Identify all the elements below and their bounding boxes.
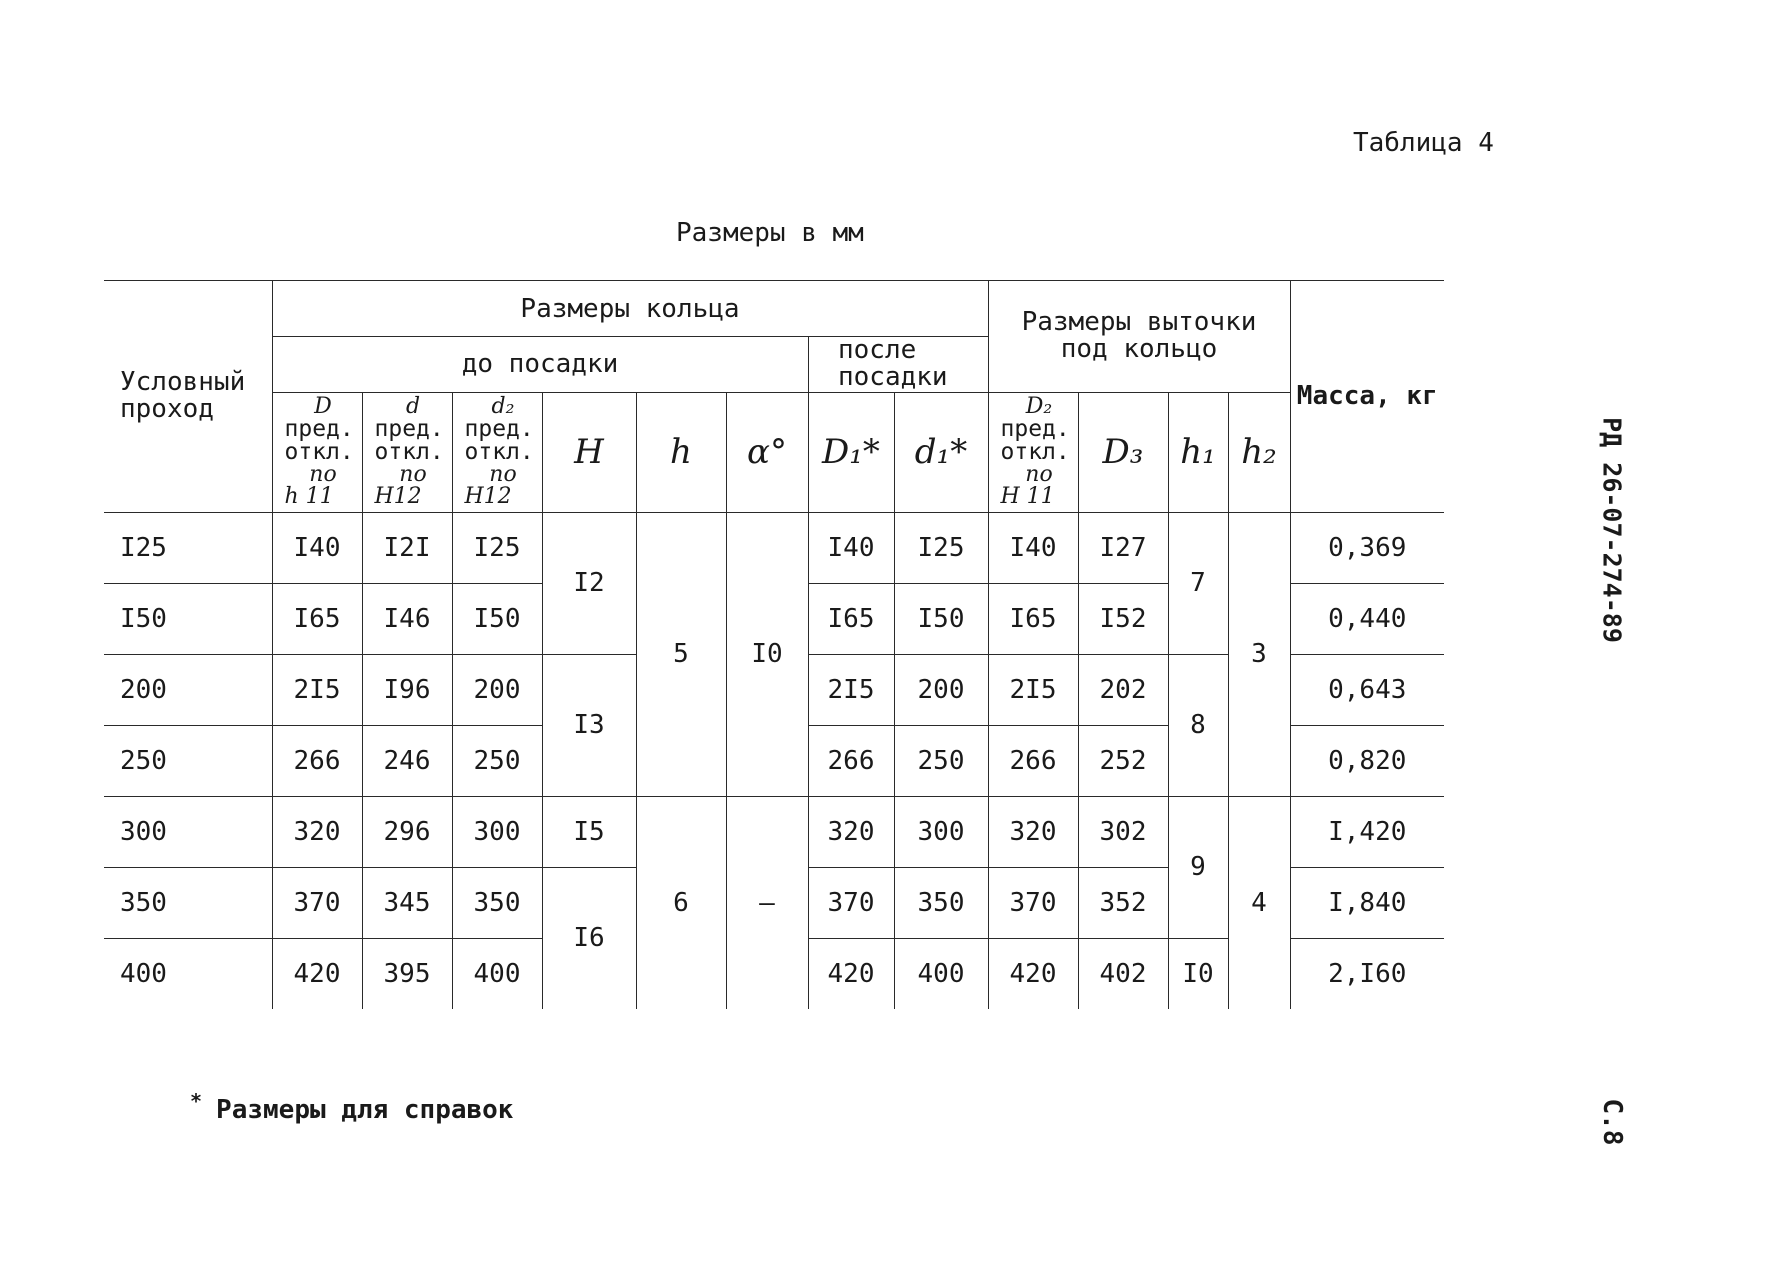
D3-cell: I27	[1078, 512, 1168, 583]
col-h-header: h	[636, 392, 726, 512]
D3-cell: I52	[1078, 583, 1168, 654]
units-caption: Размеры в мм	[676, 218, 864, 248]
d1-cell: 300	[894, 796, 988, 867]
H-cell: I5	[542, 796, 636, 867]
D-cell: 420	[272, 938, 362, 1009]
h2-cell: 3	[1228, 512, 1290, 796]
alpha-cell: I0	[726, 512, 808, 796]
header-row-3	[104, 392, 1444, 512]
alpha-cell: –	[726, 796, 808, 1009]
col-alpha-header: α°	[726, 392, 808, 512]
D1-cell: I65	[808, 583, 894, 654]
H-cell: I3	[542, 654, 636, 796]
D-cell: 320	[272, 796, 362, 867]
D-cell: 2I5	[272, 654, 362, 725]
d1-cell: 200	[894, 654, 988, 725]
footnote-mark: *	[190, 1089, 203, 1113]
h-cell: 6	[636, 796, 726, 1009]
mass-cell: 0,440	[1290, 583, 1444, 654]
col-H-header: H	[542, 392, 636, 512]
mass-header: Масса, кг	[1290, 281, 1444, 513]
dimensions-table	[104, 280, 1444, 1009]
d2-cell: 200	[452, 654, 542, 725]
page-number: С.8	[1597, 1098, 1627, 1146]
mass-cell: 0,369	[1290, 512, 1444, 583]
mass-cell: I,420	[1290, 796, 1444, 867]
mass-cell: 0,820	[1290, 725, 1444, 796]
d1-cell: I50	[894, 583, 988, 654]
D-cell: I40	[272, 512, 362, 583]
footnote-text: Размеры для справок	[216, 1095, 514, 1125]
d2-cell: I50	[452, 583, 542, 654]
D1-cell: 2I5	[808, 654, 894, 725]
table-row	[104, 512, 1444, 583]
D3-cell: 402	[1078, 938, 1168, 1009]
dn-cell: 400	[104, 938, 272, 1009]
dn-cell: I25	[104, 512, 272, 583]
ring-dimensions-header: Размеры кольца	[272, 281, 988, 337]
dn-cell: 300	[104, 796, 272, 867]
D2-cell: I65	[988, 583, 1078, 654]
D3-cell: 202	[1078, 654, 1168, 725]
D3-cell: 352	[1078, 867, 1168, 938]
mass-cell: 2,I60	[1290, 938, 1444, 1009]
D3-cell: 252	[1078, 725, 1168, 796]
d2-cell: 250	[452, 725, 542, 796]
h-cell: 5	[636, 512, 726, 796]
col-h1-header: h₁	[1168, 392, 1228, 512]
D1-cell: 266	[808, 725, 894, 796]
h1-cell: 7	[1168, 512, 1228, 654]
d1-cell: 400	[894, 938, 988, 1009]
d1-cell: 350	[894, 867, 988, 938]
h1-cell: 9	[1168, 796, 1228, 938]
before-fit-header: до посадки	[272, 337, 808, 393]
mass-cell: 0,643	[1290, 654, 1444, 725]
table-label: Таблица 4	[1353, 128, 1494, 158]
d2-cell: I25	[452, 512, 542, 583]
H-cell: I2	[542, 512, 636, 654]
d-cell: I46	[362, 583, 452, 654]
dn-cell: 350	[104, 867, 272, 938]
D2-cell: 420	[988, 938, 1078, 1009]
h1-cell: 8	[1168, 654, 1228, 796]
col-d1-header: d₁*	[894, 392, 988, 512]
mass-cell: I,840	[1290, 867, 1444, 938]
col-D3-header: D₃	[1078, 392, 1168, 512]
D2-cell: 2I5	[988, 654, 1078, 725]
header-row-1	[104, 281, 1444, 337]
d1-cell: 250	[894, 725, 988, 796]
H-cell: I6	[542, 867, 636, 1009]
dn-cell: 200	[104, 654, 272, 725]
d2-cell: 400	[452, 938, 542, 1009]
d2-cell: 350	[452, 867, 542, 938]
document-code: РД 26-07-274-89	[1597, 417, 1627, 643]
groove-dimensions-header: Размеры выточки под кольцо	[988, 281, 1290, 393]
D2-cell: 266	[988, 725, 1078, 796]
d-cell: 296	[362, 796, 452, 867]
col-D2-header: D₂ пред. откл. по H 11	[988, 392, 1078, 512]
D3-cell: 302	[1078, 796, 1168, 867]
col-D-header: D пред. откл. по h 11	[272, 392, 362, 512]
d-cell: 345	[362, 867, 452, 938]
D2-cell: 370	[988, 867, 1078, 938]
col-h2-header: h₂	[1228, 392, 1290, 512]
D1-cell: 370	[808, 867, 894, 938]
d-cell: I2I	[362, 512, 452, 583]
d2-cell: 300	[452, 796, 542, 867]
D1-cell: 320	[808, 796, 894, 867]
after-fit-header: после посадки	[808, 337, 988, 393]
D-cell: I65	[272, 583, 362, 654]
footnote	[190, 1089, 514, 1125]
d-cell: I96	[362, 654, 452, 725]
D-cell: 370	[272, 867, 362, 938]
dn-cell: 250	[104, 725, 272, 796]
table-row	[104, 796, 1444, 867]
d1-cell: I25	[894, 512, 988, 583]
col-D1-header: D₁*	[808, 392, 894, 512]
d-cell: 395	[362, 938, 452, 1009]
h1-cell: I0	[1168, 938, 1228, 1009]
D1-cell: 420	[808, 938, 894, 1009]
h2-cell: 4	[1228, 796, 1290, 1009]
D-cell: 266	[272, 725, 362, 796]
dn-cell: I50	[104, 583, 272, 654]
D1-cell: I40	[808, 512, 894, 583]
col-d-header: d пред. откл. по H12	[362, 392, 452, 512]
D2-cell: 320	[988, 796, 1078, 867]
conditional-pass-header: Условный проход	[104, 281, 272, 513]
col-d2-header: d₂ пред. откл. по H12	[452, 392, 542, 512]
D2-cell: I40	[988, 512, 1078, 583]
d-cell: 246	[362, 725, 452, 796]
